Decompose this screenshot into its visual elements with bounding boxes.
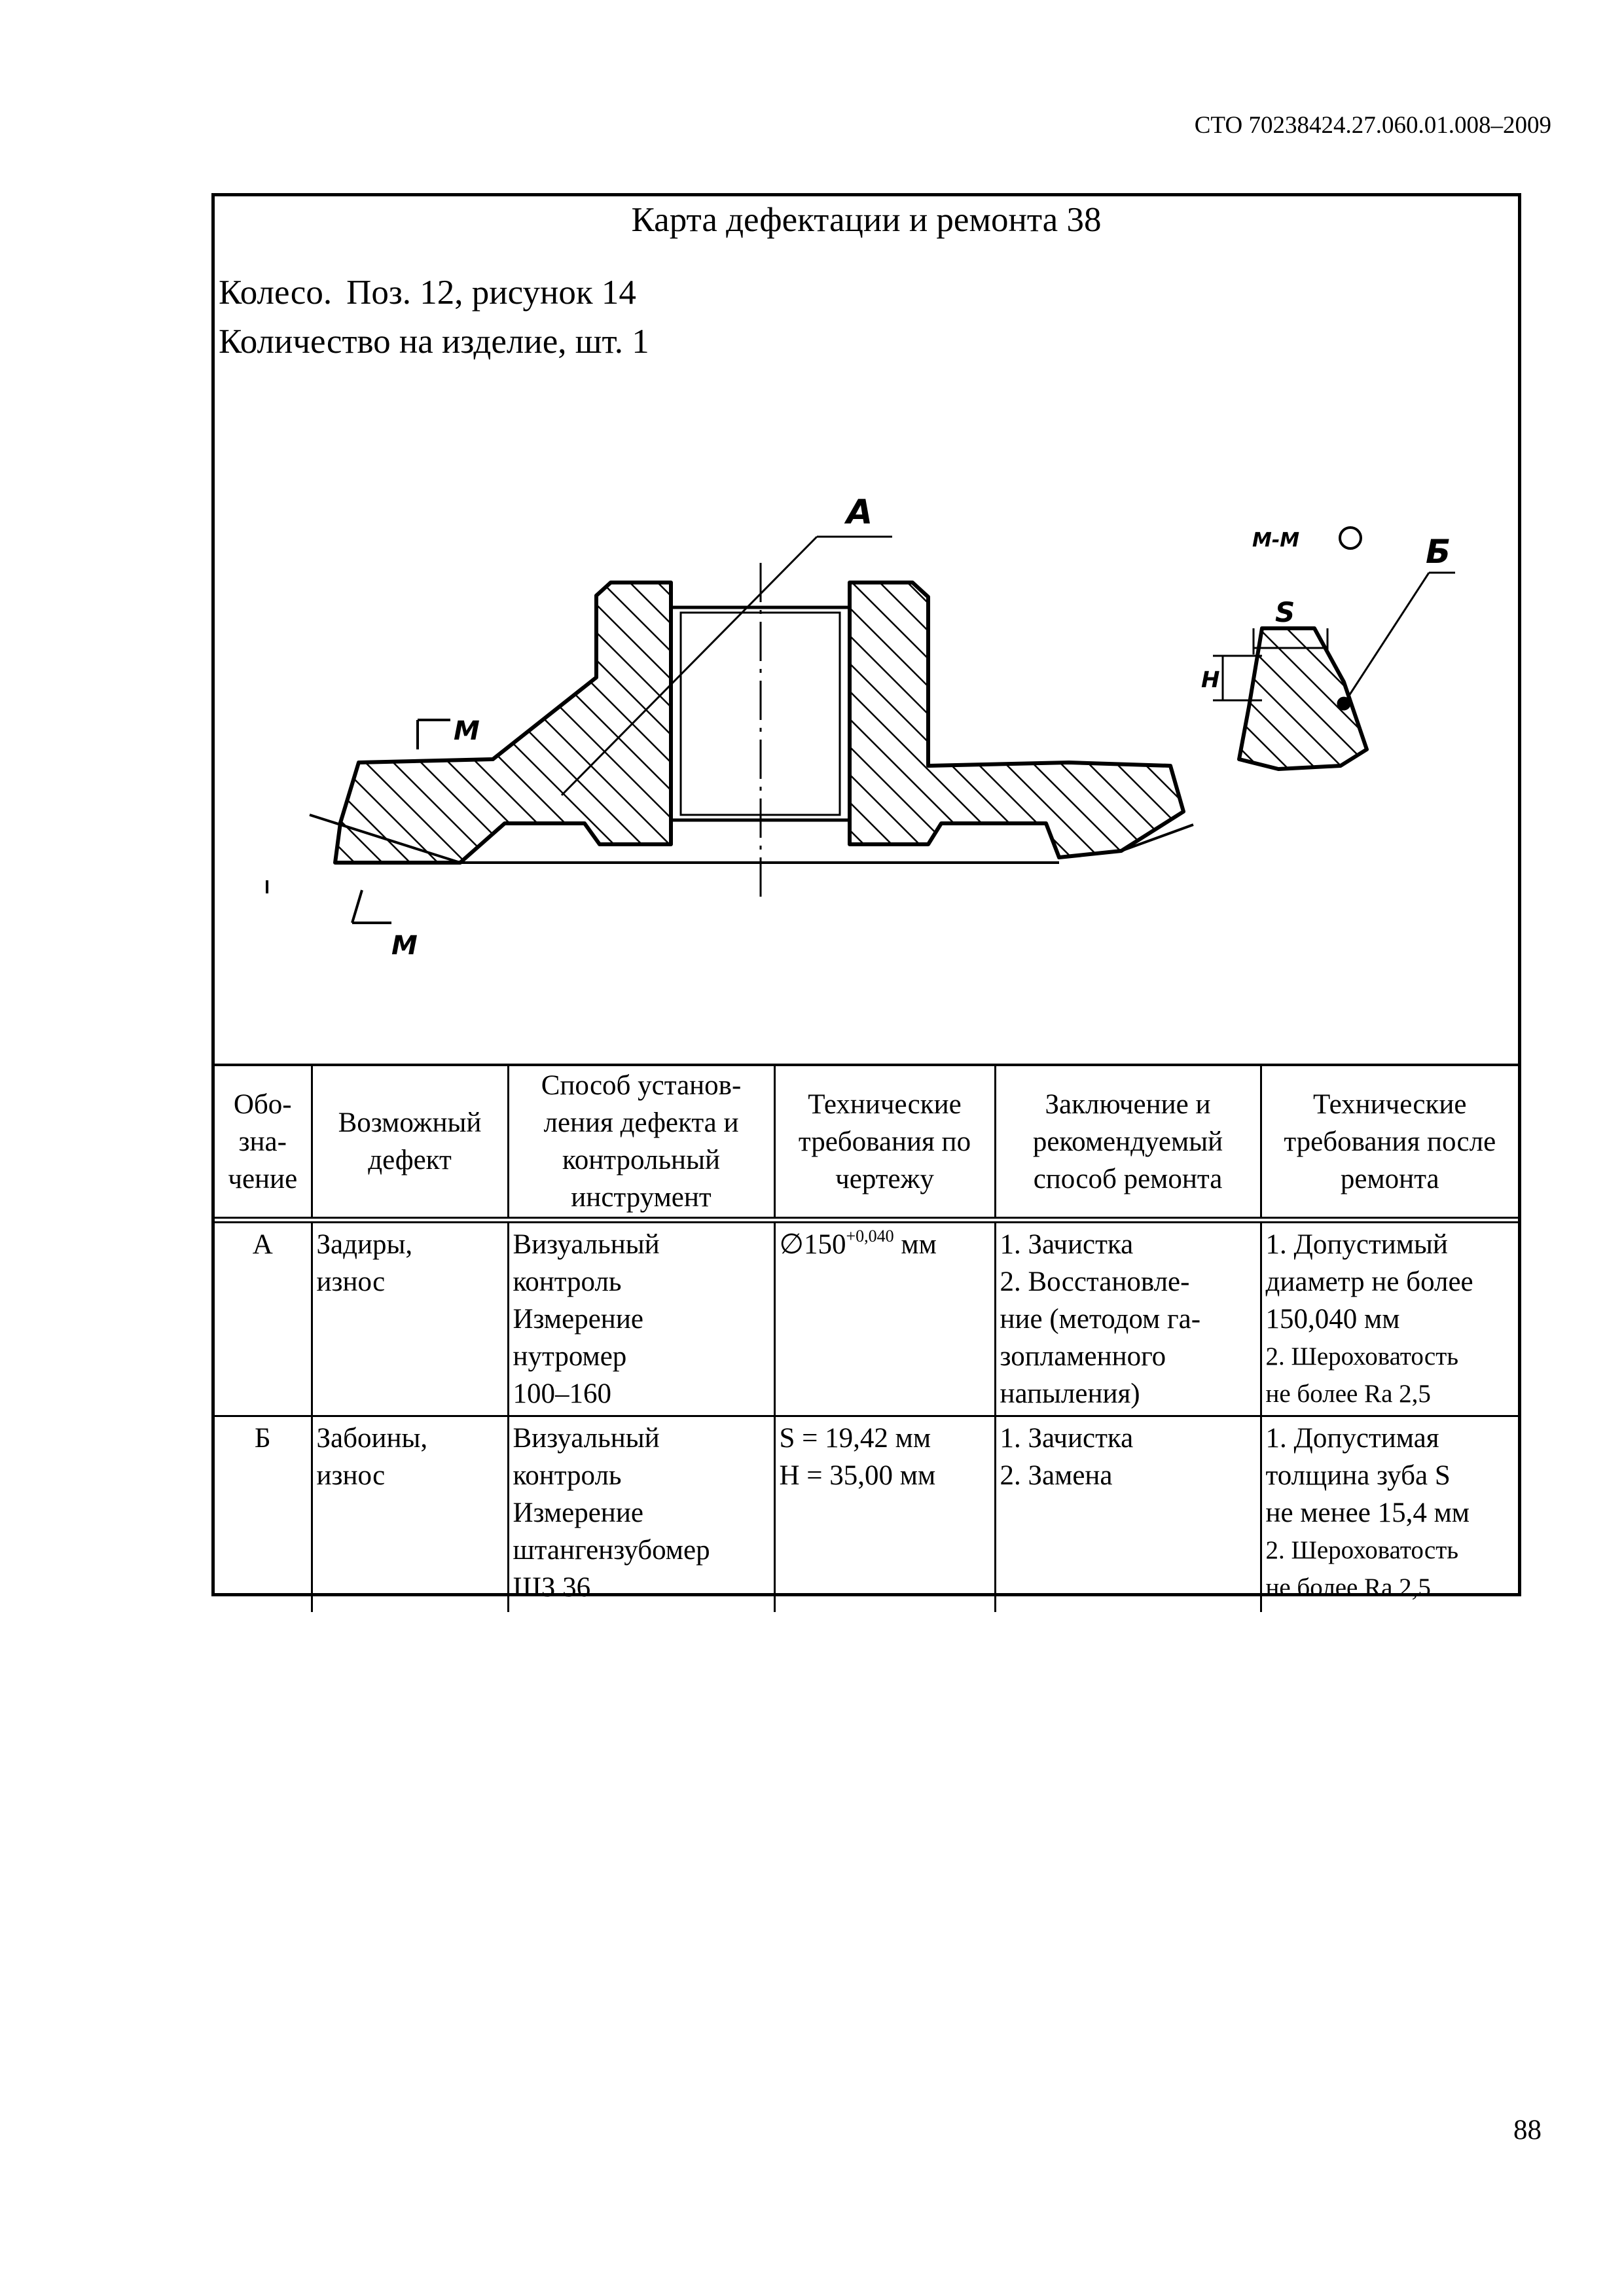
row-method: Визуальный контроль Измерение штангензубомер ШЗ 36 xyxy=(508,1416,774,1613)
label-m-bottom: М xyxy=(391,931,418,961)
row-repair: 1. Зачистка 2. Замена xyxy=(995,1416,1261,1613)
page-number: 88 xyxy=(1513,2115,1542,2145)
after-repair-2: 2. Шероховатость не более Ra 2,5 xyxy=(1265,1536,1459,1602)
gear-section-left xyxy=(335,583,671,863)
table-row xyxy=(215,1416,1518,1613)
header-defect: Возможный дефект xyxy=(312,1065,508,1220)
row-code: Б xyxy=(215,1416,312,1613)
dim-s-label: S xyxy=(1275,596,1295,628)
view-label: М-М xyxy=(1252,529,1300,552)
card-header xyxy=(215,196,1518,1064)
row-repair: 1. Зачистка 2. Восстановле- ние (методом га- зопламенного напыления) xyxy=(995,1220,1261,1416)
label-b: Б xyxy=(1426,533,1451,571)
view-marker-icon xyxy=(1340,528,1361,548)
part-position: Поз. 12, рисунок 14 xyxy=(346,274,636,312)
doc-code: СТО 70238424.27.060.01.008–2009 xyxy=(1194,112,1551,139)
after-repair-1: 1. Допустимый диаметр не более 150,040 мм xyxy=(1265,1229,1473,1335)
row-after-repair xyxy=(1261,1416,1518,1613)
row-defect: Забоины, износ xyxy=(312,1416,508,1613)
part-quantity: Количество на изделие, шт. 1 xyxy=(219,323,649,361)
row-drawing-req: S = 19,42 мм Н = 35,00 мм xyxy=(774,1416,995,1613)
after-repair-2: 2. Шероховатость не более Ra 2,5 xyxy=(1265,1342,1459,1408)
gear-section-right xyxy=(850,583,1183,857)
part-name: Колесо. xyxy=(219,274,333,312)
row-code: А xyxy=(215,1220,312,1416)
row-drawing-req xyxy=(774,1220,995,1416)
label-a: А xyxy=(846,493,873,532)
defects-table xyxy=(215,1064,1518,1612)
row-defect: Задиры, износ xyxy=(312,1220,508,1416)
table-header-row xyxy=(215,1065,1518,1220)
gear-drawing xyxy=(215,196,1518,1064)
row-after-repair xyxy=(1261,1220,1518,1416)
label-m-top: М xyxy=(454,716,480,746)
header-repair: Заключение и рекомендуемый способ ремонта xyxy=(995,1065,1261,1220)
defect-card xyxy=(211,193,1521,1603)
card-title: Карта дефектации и ремонта 38 xyxy=(631,201,1102,239)
diameter-value: ∅150 xyxy=(779,1229,846,1260)
dim-h-label: Н xyxy=(1201,667,1220,693)
table-row xyxy=(215,1220,1518,1416)
tolerance-value: +0,040 xyxy=(846,1227,894,1246)
header-method: Способ установ- ления дефекта и контрольный инструмент xyxy=(508,1065,774,1220)
header-code: Обо- зна- чение xyxy=(215,1065,312,1220)
unit-value: мм xyxy=(901,1229,937,1260)
after-repair-1: 1. Допустимая толщина зуба S не менее 15,4 мм xyxy=(1265,1423,1470,1528)
header-after-repair: Технические требования после ремонта xyxy=(1261,1065,1518,1220)
row-method: Визуальный контроль Измерение нутромер 100–160 xyxy=(508,1220,774,1416)
header-drawing-req: Технические требования по чертежу xyxy=(774,1065,995,1220)
